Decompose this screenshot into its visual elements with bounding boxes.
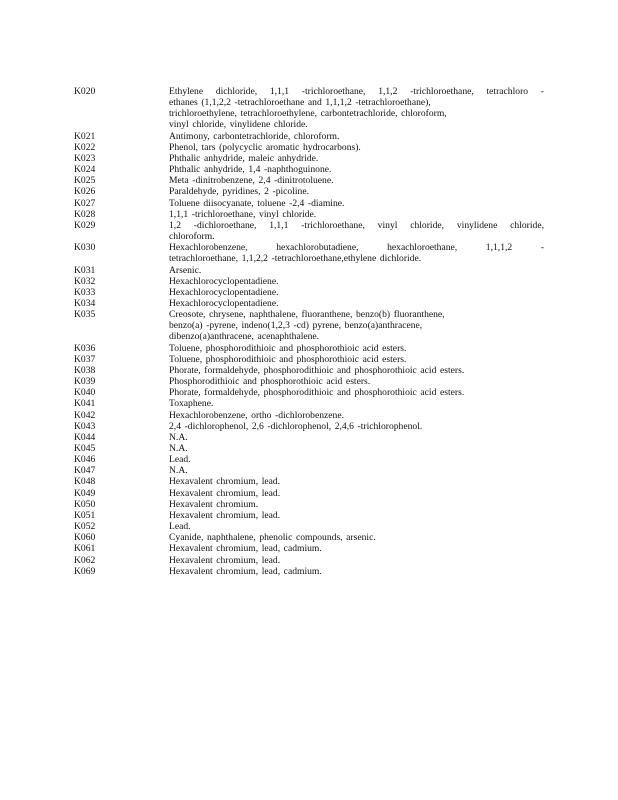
waste-code: K061 [74,543,96,555]
waste-code-row [74,209,544,220]
waste-code: K034 [74,297,96,309]
waste-code: K025 [74,175,96,187]
waste-code: K024 [74,164,96,176]
waste-code: K029 [74,219,96,231]
hazardous-constituents [169,242,544,264]
waste-code: K049 [74,487,96,499]
constituent-text-line: Hexachlorobenzene, hexachlorobutadiene, hexachloroethane, 1,1,1,2 - [169,242,544,254]
waste-code: K022 [74,141,96,153]
constituent-text-line: dibenzo(a)anthracene, acenaphthalene. [169,331,320,343]
constituent-text-line: benzo(a) -pyrene, indeno(1,2,3 -cd) pyrene, benzo(a)anthracene, [169,320,423,332]
waste-code: K027 [74,197,96,209]
constituent-text-line: Arsenic. [169,264,202,276]
waste-code: K042 [74,409,96,421]
waste-code-row [74,454,544,465]
constituent-text-line: N.A. [169,443,188,454]
hazardous-constituents [169,131,544,142]
waste-code-row [74,298,544,309]
hazardous-constituents [169,454,544,465]
hazardous-constituents [169,209,544,220]
constituent-text-line: trichloroethylene, tetrachloroethylene, carbontetrachloride, chloroform, [169,108,447,120]
constituent-text-line: Hexachlorocyclopentadiene. [169,286,279,298]
waste-code-row [74,376,544,387]
waste-code-row [74,131,544,142]
waste-code-row [74,499,544,510]
waste-code-row [74,354,544,365]
hazardous-constituents [169,476,544,487]
hazardous-constituents [169,521,544,532]
constituent-text-line: Phenol, tars (polycyclic aromatic hydrocarbons). [169,141,361,153]
waste-code-row [74,287,544,298]
hazardous-constituents [169,175,544,186]
waste-code-row [74,265,544,276]
constituent-text-line: Phorate, formaldehyde, phosphorodithioic and phosphorothioic acid esters. [169,364,465,376]
hazardous-constituents [169,186,544,197]
constituent-text-line: Antimony, carbontetrachloride, chloroform. [169,130,340,142]
waste-code-row [74,398,544,409]
hazardous-constituents [169,410,544,421]
constituent-text-line: 2,4 -dichlorophenol, 2,6 -dichlorophenol, 2,4,6 -trichlorophenol. [169,420,423,432]
waste-code: K047 [74,465,96,477]
constituent-text-line: Hexavalent chromium, lead. [169,487,281,499]
constituent-text-line: Hexachlorocyclopentadiene. [169,297,279,309]
hazardous-constituents [169,354,544,365]
waste-code-row [74,198,544,209]
waste-code-row [74,476,544,487]
hazardous-constituents [169,265,544,276]
waste-code-row [74,343,544,354]
waste-code-row [74,432,544,443]
constituent-text-line: Phorate, formaldehyde, phosphorodithioic and phosphorothioic acid esters. [169,387,465,399]
constituent-text-line: Hexavalent chromium, lead, cadmium. [169,565,322,577]
waste-code-row [74,421,544,432]
hazardous-constituents [169,276,544,287]
constituent-text-line: Toxaphene. [169,398,214,410]
waste-code-row [74,488,544,499]
constituent-text-line: Cyanide, naphthalene, phenolic compounds, arsenic. [169,532,376,544]
waste-code-row [74,175,544,186]
hazardous-constituents [169,532,544,543]
waste-code-row [74,566,544,577]
waste-code: K052 [74,521,96,533]
hazardous-constituents [169,465,544,476]
constituent-text-line: 1,1,1 -trichloroethane, vinyl chloride. [169,208,317,220]
constituent-text-line: Hexavalent chromium, lead. [169,554,281,566]
constituent-text-line: Meta -dinitrobenzene, 2,4 -dinitrotoluene. [169,175,334,187]
waste-code-list [74,86,544,577]
waste-code-row [74,142,544,153]
waste-code: K069 [74,565,96,577]
waste-code-row [74,465,544,476]
constituent-text-line: Ethylene dichloride, 1,1,1 -trichloroethane, 1,1,2 -trichloroethane, tetrachloro - [169,86,544,97]
waste-code-row [74,164,544,175]
hazardous-constituents [169,86,544,131]
hazardous-constituents [169,555,544,566]
hazardous-constituents [169,566,544,577]
hazardous-constituents [169,153,544,164]
waste-code-row [74,186,544,197]
waste-code: K041 [74,398,96,410]
waste-code: K020 [74,86,96,97]
hazardous-constituents [169,432,544,443]
hazardous-constituents [169,220,544,242]
constituent-text-line: chloroform. [169,231,215,243]
waste-code: K060 [74,532,96,544]
hazardous-constituents [169,421,544,432]
hazardous-constituents [169,164,544,175]
constituent-text-line: Hexavalent chromium. [169,498,259,510]
waste-code-row [74,543,544,554]
waste-code: K031 [74,264,96,276]
constituent-text-line: N.A. [169,431,188,443]
hazardous-constituents [169,298,544,309]
hazardous-constituents [169,376,544,387]
constituent-text-line: tetrachloroethane, 1,1,2,2 -tetrachloroethane,ethylene dichloride. [169,253,422,265]
hazardous-constituents [169,543,544,554]
constituent-text-line: vinyl chloride, vinylidene chloride. [169,119,308,131]
hazardous-constituents [169,343,544,354]
constituent-text-line: N.A. [169,465,188,477]
waste-code: K044 [74,431,96,443]
constituent-text-line: Hexachlorocyclopentadiene. [169,275,279,287]
waste-code: K023 [74,152,96,164]
waste-code: K050 [74,498,96,510]
waste-code-row [74,309,544,342]
waste-code-row [74,410,544,421]
waste-code-row [74,86,544,131]
constituent-text-line: Hexachlorobenzene, ortho -dichlorobenzene. [169,409,345,421]
waste-code: K040 [74,387,96,399]
waste-code-row [74,387,544,398]
waste-code: K021 [74,130,96,142]
constituent-text-line: Paraldehyde, pyridines, 2 -picoline. [169,186,310,198]
waste-code-row [74,276,544,287]
hazardous-constituents [169,365,544,376]
waste-code: K048 [74,476,96,488]
waste-code-row [74,242,544,264]
constituent-text-line: 1,2 -dichloroethane, 1,1,1 -trichloroethane, vinyl chloride, vinylidene chloride, [169,219,544,231]
waste-code-row [74,532,544,543]
waste-code: K026 [74,186,96,198]
waste-code: K039 [74,376,96,388]
waste-code-row [74,365,544,376]
waste-code-row [74,220,544,242]
waste-code-row [74,555,544,566]
constituent-text-line: Phthalic anhydride, 1,4 -naphthoguinone. [169,164,332,176]
waste-code-row [74,443,544,454]
waste-code: K032 [74,275,96,287]
waste-code-row [74,510,544,521]
hazardous-constituents [169,198,544,209]
hazardous-constituents [169,387,544,398]
hazardous-constituents [169,398,544,409]
hazardous-constituents [169,443,544,454]
waste-code: K028 [74,208,96,220]
constituent-text-line: Lead. [169,521,191,533]
hazardous-constituents [169,142,544,153]
constituent-text-line: ethanes (1,1,2,2 -tetrachloroethane and 1,1,1,2 -tetrachloroethane), [169,97,431,109]
waste-code: K033 [74,286,96,298]
waste-code: K043 [74,420,96,432]
hazardous-constituents [169,488,544,499]
constituent-text-line: Phosphorodithioic and phosphorothioic acid esters. [169,376,371,388]
constituent-text-line: Creosote, chrysene, naphthalene, fluoranthene, benzo(b) fluoranthene, [169,309,445,321]
waste-code: K038 [74,364,96,376]
constituent-text-line: Phthalic anhydride, maleic anhydride. [169,152,319,164]
hazardous-constituents [169,287,544,298]
waste-code: K030 [74,242,96,254]
waste-code: K062 [74,554,96,566]
hazardous-constituents [169,309,544,342]
constituent-text-line: Hexavalent chromium, lead. [169,509,281,521]
constituent-text-line: Hexavalent chromium, lead. [169,476,281,488]
constituent-text-line: Hexavalent chromium, lead, cadmium. [169,543,322,555]
hazardous-constituents [169,499,544,510]
waste-code-row [74,153,544,164]
waste-code: K035 [74,309,96,321]
waste-code: K045 [74,443,96,454]
hazardous-constituents [169,510,544,521]
waste-code: K051 [74,509,96,521]
waste-code-row [74,521,544,532]
waste-code: K037 [74,353,96,365]
waste-code: K036 [74,342,96,354]
constituent-text-line: Toluene, phosphorodithioic and phosphorothioic acid esters. [169,342,407,354]
waste-code: K046 [74,454,96,466]
constituent-text-line: Toluene diisocyanate, toluene -2,4 -diamine. [169,197,345,209]
constituent-text-line: Lead. [169,454,191,466]
constituent-text-line: Toluene, phosphorodithioic and phosphorothioic acid esters. [169,353,407,365]
